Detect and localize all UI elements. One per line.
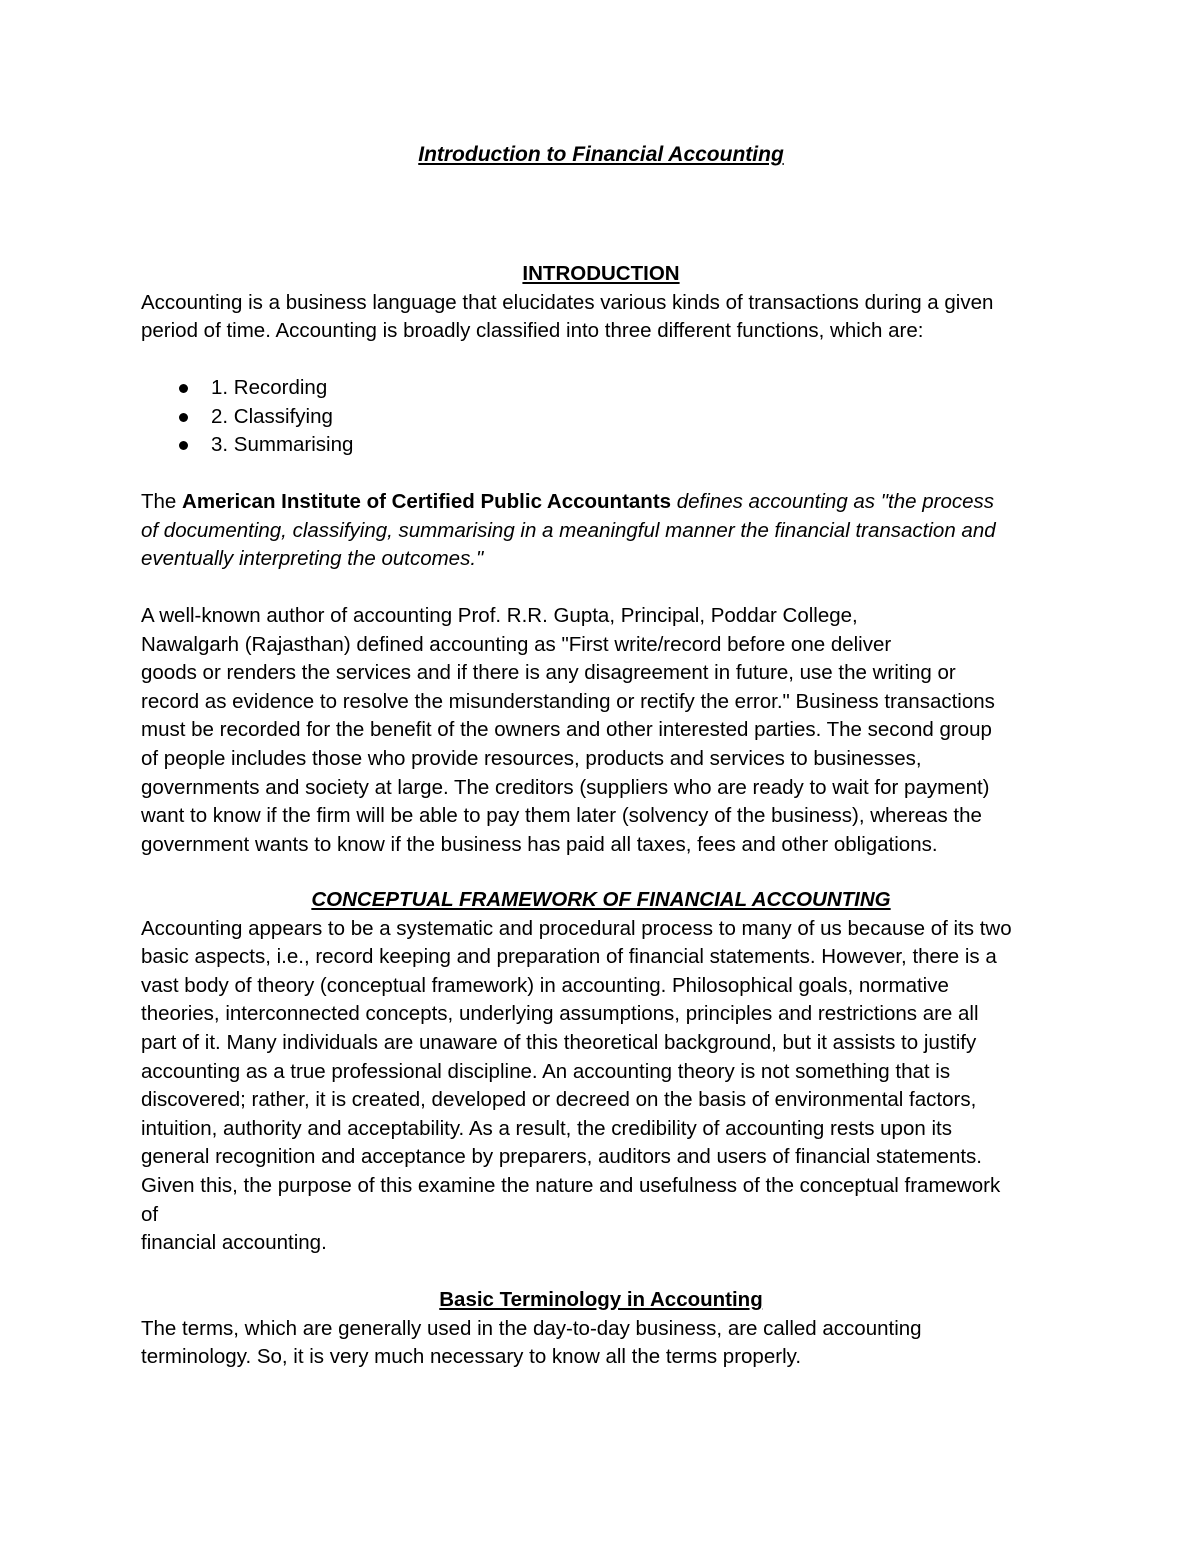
introduction-section — [141, 260, 1061, 346]
bullet-icon — [179, 384, 188, 393]
paragraph-line: terminology. So, it is very much necessary to know all the terms properly. — [141, 1345, 802, 1369]
functions-list — [141, 374, 1061, 460]
paragraph-line: discovered; rather, it is created, developed or decreed on the basis of environmental factors, — [141, 1088, 977, 1112]
bullet-icon — [179, 441, 188, 450]
gupta-paragraph — [141, 602, 1061, 859]
bullet-icon — [179, 413, 188, 422]
aicpa-prefix: The — [141, 490, 183, 513]
aicpa-definition-line: defines accounting as "the process — [671, 490, 995, 513]
paragraph-line: part of it. Many individuals are unaware of this theoretical background, but it assists to justify — [141, 1030, 977, 1054]
document-title: Introduction to Financial Accounting — [418, 143, 784, 166]
paragraph-line: The terms, which are generally used in the day-to-day business, are called accounting — [141, 1316, 922, 1340]
list-item — [141, 431, 1061, 460]
paragraph-line: must be recorded for the benefit of the owners and other interested parties. The second group — [141, 718, 992, 742]
paragraph-line: A well-known author of accounting Prof. R.R. Gupta, Principal, Poddar College, — [141, 604, 858, 627]
paragraph-line: basic aspects, i.e., record keeping and preparation of financial statements. However, there is a — [141, 945, 997, 969]
paragraph-line: want to know if the firm will be able to pay them later (solvency of the business), whereas the — [141, 804, 982, 828]
terminology-heading: Basic Terminology in Accounting — [439, 1288, 763, 1311]
paragraph-line: general recognition and acceptance by preparers, auditors and users of financial statements. — [141, 1145, 983, 1169]
paragraph-line: theories, interconnected concepts, underlying assumptions, principles and restrictions are all — [141, 1002, 979, 1026]
paragraph-line: goods or renders the services and if there is any disagreement in future, use the writing or — [141, 661, 956, 685]
conceptual-framework-paragraph — [141, 915, 1061, 1258]
introduction-heading: INTRODUCTION — [522, 262, 680, 285]
paragraph-line: vast body of theory (conceptual framework) in accounting. Philosophical goals, normative — [141, 973, 949, 997]
list-item-text: 1. Recording — [211, 376, 328, 399]
aicpa-definition-line: of documenting, classifying, summarising in a meaningful manner the financial transaction and — [141, 518, 996, 542]
paragraph-line: period of time. Accounting is broadly classified into three different functions, which are: — [141, 319, 924, 343]
paragraph-line: governments and society at large. The creditors (suppliers who are ready to wait for payment) — [141, 775, 990, 799]
paragraph-line: Accounting appears to be a systematic and procedural process to many of us because of its two — [141, 916, 1012, 940]
paragraph-line: record as evidence to resolve the misunderstanding or rectify the error." Business transactions — [141, 689, 995, 713]
aicpa-definition-line: eventually interpreting the outcomes." — [141, 547, 484, 571]
list-item-text: 2. Classifying — [211, 404, 333, 428]
paragraph-line: intuition, authority and acceptability. As a result, the credibility of accounting rests upon its — [141, 1116, 952, 1140]
paragraph-line: financial accounting. — [141, 1231, 327, 1255]
aicpa-institute-name: American Institute of Certified Public Accountants — [182, 490, 672, 513]
paragraph-line: accounting as a true professional discipline. An accounting theory is not something that is — [141, 1059, 951, 1083]
aicpa-definition — [141, 488, 1061, 574]
terminology-paragraph — [141, 1315, 1061, 1372]
paragraph-line: of — [141, 1202, 159, 1226]
paragraph-line: Accounting is a business language that elucidates various kinds of transactions during a given — [141, 290, 994, 314]
terminology-section — [141, 1286, 1061, 1372]
list-item-text: 3. Summarising — [211, 433, 354, 457]
paragraph-line: of people includes those who provide resources, products and services to businesses, — [141, 746, 922, 770]
conceptual-framework-heading: CONCEPTUAL FRAMEWORK OF FINANCIAL ACCOUNTING — [311, 888, 891, 911]
conceptual-framework-section — [141, 886, 1061, 1258]
paragraph-line: Nawalgarh (Rajasthan) defined accounting as "First write/record before one deliver — [141, 632, 892, 656]
functions-list-section — [141, 374, 1061, 460]
paragraph-line: Given this, the purpose of this examine the nature and usefulness of the conceptual framework — [141, 1173, 1001, 1197]
paragraph-line: government wants to know if the business has paid all taxes, fees and other obligations. — [141, 832, 938, 856]
introduction-paragraph — [141, 289, 1061, 346]
list-item — [141, 403, 1061, 432]
list-item — [141, 374, 1061, 403]
